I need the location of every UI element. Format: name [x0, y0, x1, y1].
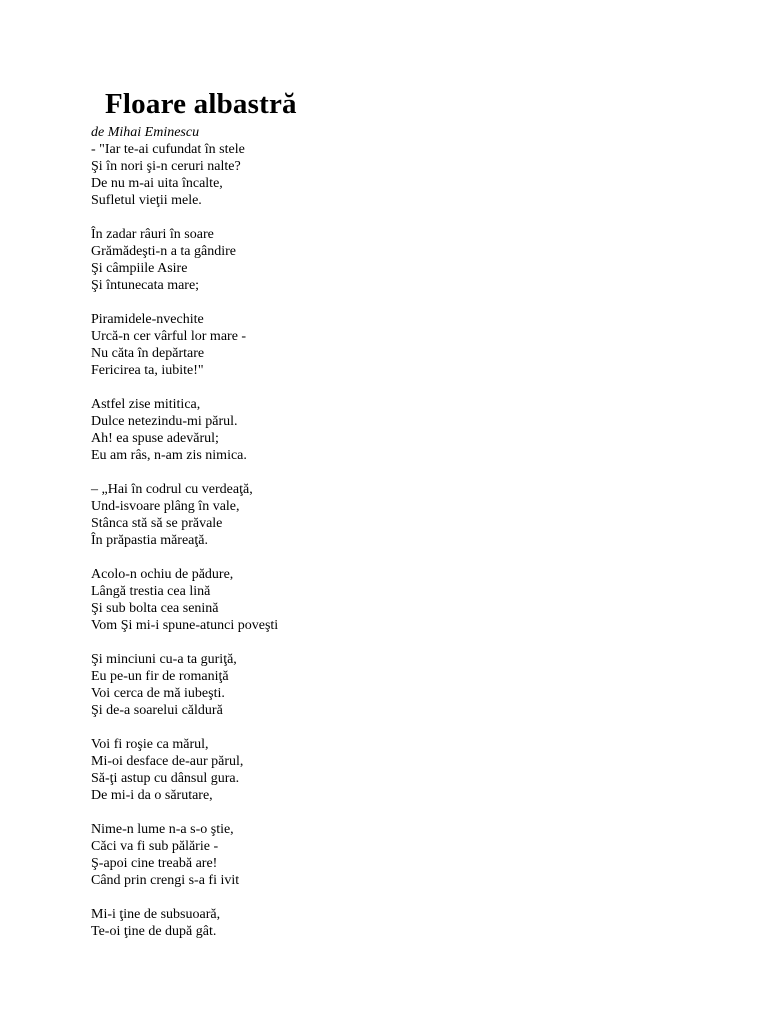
poem-line: Sufletul vieţii mele.	[91, 193, 202, 208]
poem-line: De mi-i da o sărutare,	[91, 788, 213, 803]
poem-line: Când prin crengi s-a fi ivit	[91, 873, 240, 888]
poem-line: Căci va fi sub pălărie -	[91, 839, 219, 854]
stanza	[91, 396, 691, 464]
stanza	[91, 141, 691, 209]
stanza	[91, 651, 691, 719]
stanza	[91, 906, 691, 940]
stanza	[91, 736, 691, 804]
poem-line: Grămădeşti-n a ta gândire	[91, 244, 236, 259]
poem-line: – „Hai în codrul cu verdeaţă,	[91, 482, 253, 497]
stanza	[91, 311, 691, 379]
poem-line: Şi minciuni cu-a ta guriţă,	[91, 652, 237, 667]
poem-line: De nu m-ai uita încalte,	[91, 176, 223, 191]
poem-line: Stânca stă să se prăvale	[91, 516, 223, 531]
poem-page	[91, 84, 691, 957]
poem-line: Şi de-a soarelui căldură	[91, 703, 223, 718]
poem-line: - "Iar te-ai cufundat în stele	[91, 142, 245, 157]
stanza	[91, 821, 691, 889]
poem-author: de Mihai Eminescu	[91, 125, 200, 140]
poem-line: În prăpastia măreaţă.	[91, 533, 208, 548]
poem-line: Eu am râs, n-am zis nimica.	[91, 448, 247, 463]
poem-line: Şi câmpiile Asire	[91, 261, 188, 276]
poem-line: Ah! ea spuse adevărul;	[91, 431, 219, 446]
poem-line: Eu pe-un fir de romaniţă	[91, 669, 229, 684]
poem-line: Und-isvoare plâng în vale,	[91, 499, 240, 514]
poem-line: Voi cerca de mă iubeşti.	[91, 686, 225, 701]
poem-line: Acolo-n ochiu de pădure,	[91, 567, 234, 582]
poem-line: Mi-i ţine de subsuoară,	[91, 907, 221, 922]
poem-line: Urcă-n cer vârful lor mare -	[91, 329, 247, 344]
poem-line: Te-oi ţine de după gât.	[91, 924, 217, 939]
poem-line: Şi sub bolta cea senină	[91, 601, 219, 616]
poem-line: În zadar râuri în soare	[91, 227, 214, 242]
poem-line: Mi-oi desface de-aur părul,	[91, 754, 244, 769]
poem-line: Nu căta în depărtare	[91, 346, 205, 361]
poem-line: Nime-n lume n-a s-o ştie,	[91, 822, 234, 837]
poem-line: Voi fi roşie ca mărul,	[91, 737, 209, 752]
stanza	[91, 226, 691, 294]
poem-line: Vom Şi mi-i spune-atunci poveşti	[91, 618, 279, 633]
poem-title: Floare albastră	[105, 88, 297, 120]
poem-line: Şi întunecata mare;	[91, 278, 200, 293]
poem-line: Piramidele-nvechite	[91, 312, 204, 327]
poem-line: Lângă trestia cea lină	[91, 584, 211, 599]
stanza	[91, 481, 691, 549]
stanza	[91, 566, 691, 634]
poem-line: Astfel zise mititica,	[91, 397, 201, 412]
poem-line: Şi în nori şi-n ceruri nalte?	[91, 159, 241, 174]
poem-line: Dulce netezindu-mi părul.	[91, 414, 238, 429]
poem-line: Ş-apoi cine treabă are!	[91, 856, 218, 871]
poem-line: Fericirea ta, iubite!"	[91, 363, 204, 378]
poem-line: Să-ţi astup cu dânsul gura.	[91, 771, 240, 786]
